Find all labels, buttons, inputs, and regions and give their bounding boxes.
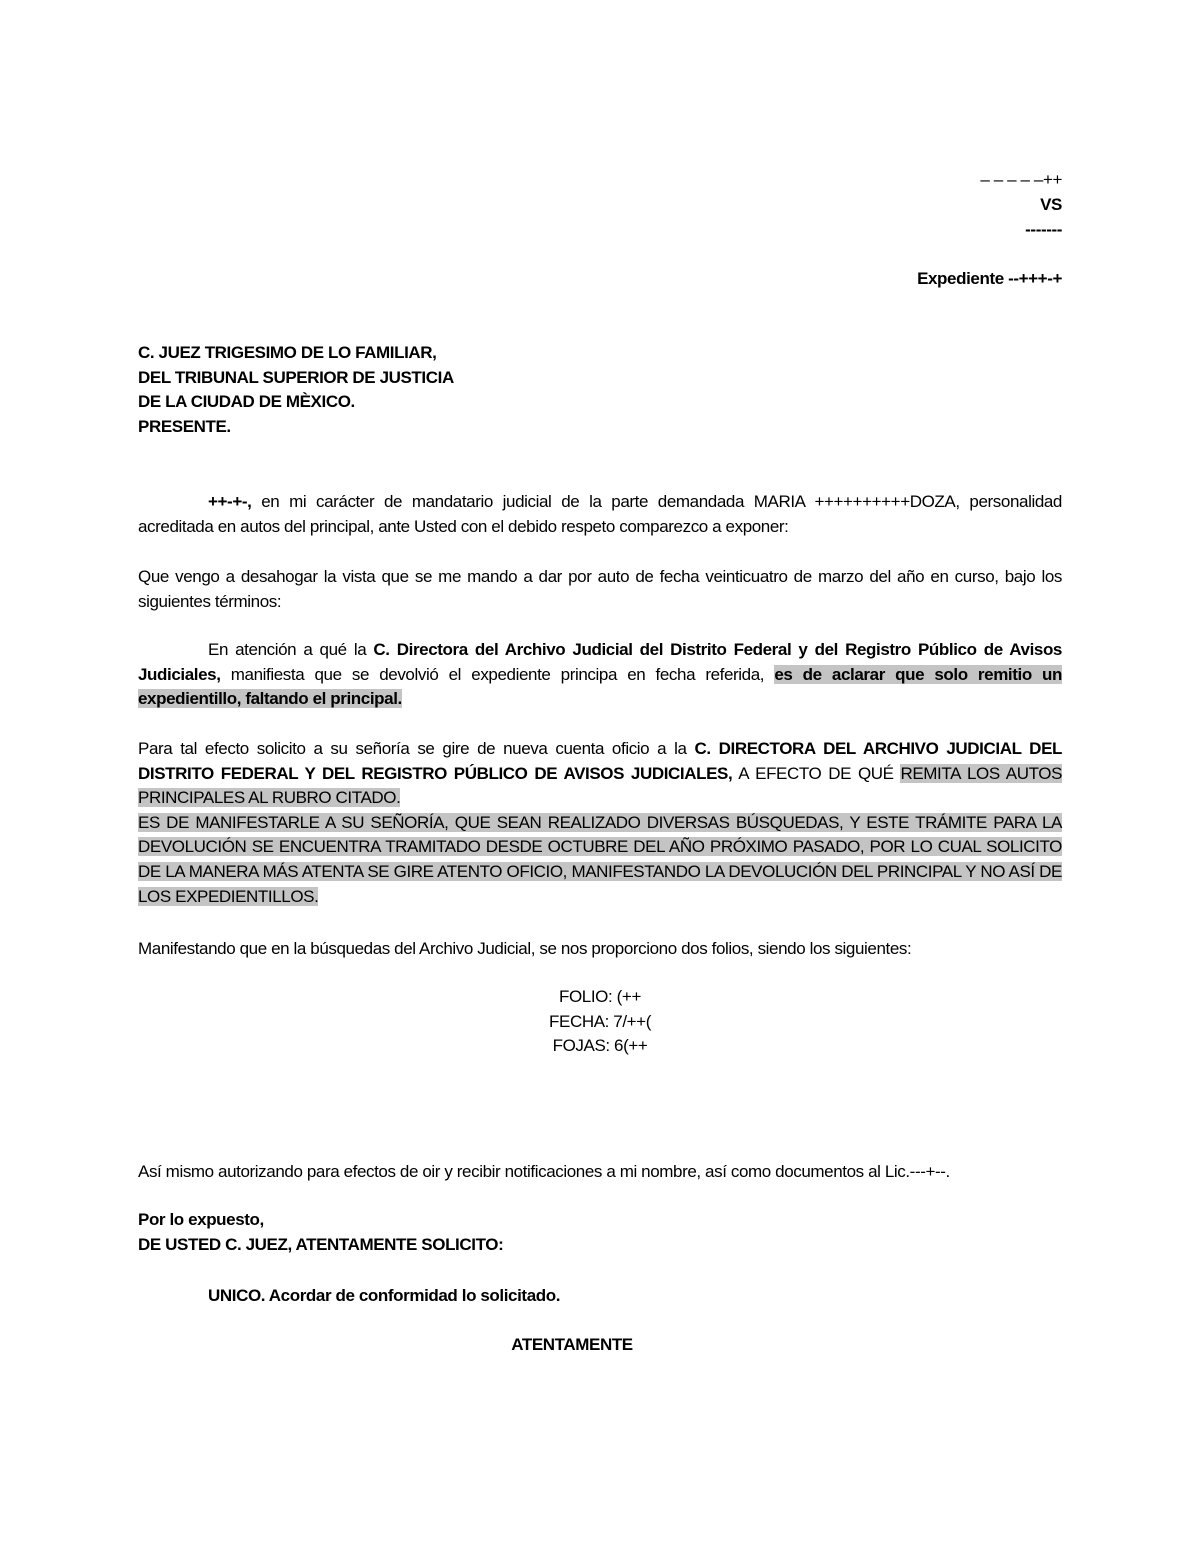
addressee [138, 341, 1062, 439]
fojas: FOJAS: 6(++ [552, 1036, 648, 1056]
parties-bottom: ------- [1025, 220, 1062, 239]
paragraph-autorizacion: Así mismo autorizando para efectos de oir y recibir notificaciones a mi nombre, así como documentos al Lic.---+--. [138, 1162, 950, 1181]
text: En atención a qué la [208, 640, 374, 659]
signature-heading: ATENTAMENTE [511, 1335, 633, 1354]
paragraph-solicitud [138, 737, 1062, 909]
expediente-value: --+++-+ [1008, 269, 1062, 288]
addressee-line: PRESENTE. [138, 416, 231, 436]
closing-line: DE USTED C. JUEZ, ATENTAMENTE SOLICITO: [138, 1234, 504, 1254]
addressee-line: DEL TRIBUNAL SUPERIOR DE JUSTICIA [138, 367, 454, 387]
paragraph-intro [138, 490, 1062, 539]
highlighted-text: es de aclarar que solo remitio un expedientillo, faltando el principal. [138, 664, 1062, 709]
closing [138, 1208, 1062, 1257]
addressee-line: DE LA CIUDAD DE MÈXICO. [138, 392, 355, 412]
closing-line: Por lo expuesto, [138, 1210, 264, 1229]
text: Para tal efecto solicito a su señoría se gire de nueva cuenta oficio a la [138, 739, 695, 758]
text-bold: C. DIRECTORA DEL ARCHIVO JUDICIAL DEL DISTRITO FEDERAL Y DEL REGISTRO PÚBLICO DE AVISOS JUDICIALES, [138, 739, 1062, 783]
expediente-label: Expediente [917, 269, 1004, 288]
representative-name: ++-+-, [208, 492, 252, 511]
unico-point [208, 1284, 1058, 1309]
expediente [917, 269, 1062, 289]
text: manifiesta que se devolvió el expediente principa en fecha referida, [220, 664, 775, 684]
addressee-line: C. JUEZ TRIGESIMO DE LO FAMILIAR, [138, 343, 437, 362]
highlighted-text: ES DE MANIFESTARLE A SU SEÑORÍA, QUE SEAN REALIZADO DIVERSAS BÚSQUEDAS, Y ESTE TRÁMITE PARA LA DEVOLUCIÓN SE ENCUENTRA TRAMITADO DESDE OCTUBRE DEL AÑO PRÓXIMO PASADO, POR LO CUAL SOLICITO DE LA MANERA MÁS ATENTA SE GIRE ATENTO OFICIO, MANIFESTANDO LA DEVOLUCIÓN DEL PRINCIPAL Y NO ASÍ DE LOS EXPEDIENTILLOS. [138, 812, 1062, 906]
paragraph-vista: Que vengo a desahogar la vista que se me mando a dar por auto de fecha veinticuatro de marzo del año en curso, bajo los siguientes términos: [138, 567, 1062, 611]
fecha: FECHA: 7/++( [549, 1011, 651, 1031]
folio: FOLIO: (++ [559, 987, 641, 1006]
text-bold: C. Directora del Archivo Judicial del Distrito Federal y del Registro Público de Avisos Judiciales, [138, 640, 1062, 684]
paragraph-atencion [138, 638, 1062, 712]
unico-label: UNICO. [208, 1286, 266, 1305]
folio-block [138, 985, 1062, 1059]
vs-label: VS [1040, 195, 1062, 214]
intro-text: en mi carácter de mandatario judicial de la parte demandada MARIA ++++++++++DOZA, personalidad acreditada en autos del principal, ante Usted con el debido respeto comparezco a exponer: [138, 492, 1062, 536]
text: A EFECTO DE QUÉ [732, 763, 901, 783]
highlighted-text: REMITA LOS AUTOS PRINCIPALES AL RUBRO CITADO. [138, 763, 1063, 808]
unico-text: Acordar de conformidad lo solicitado. [265, 1286, 561, 1305]
paragraph-folios: Manifestando que en la búsquedas del Archivo Judicial, se nos proporciono dos folios, siendo los siguientes: [138, 939, 912, 958]
parties-top: – – – – –++ [980, 170, 1062, 189]
